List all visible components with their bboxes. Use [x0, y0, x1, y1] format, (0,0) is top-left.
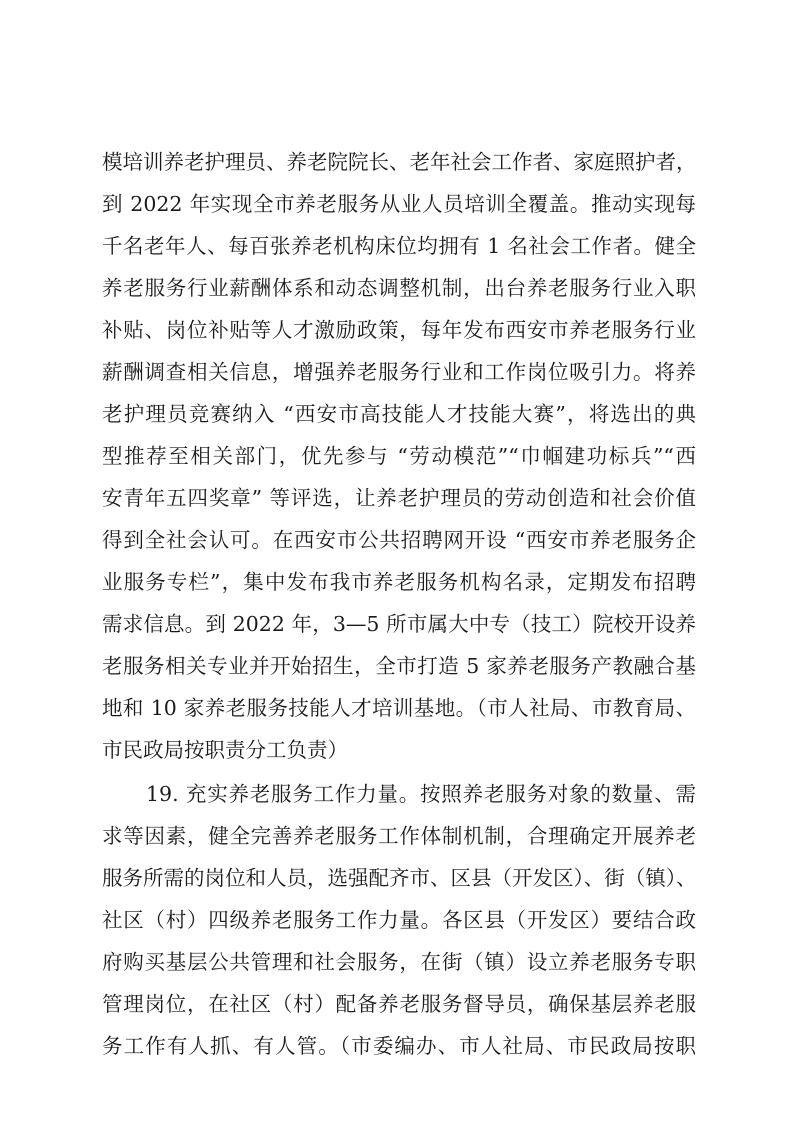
- body-text-line: 务工作有人抓、有人管。（市委编办、市人社局、市民政局按职: [102, 1034, 696, 1058]
- body-text-line: 得到全社会认可。在西安市公共招聘网开设 “西安市养老服务企: [102, 528, 696, 552]
- body-text-line: 模培训养老护理员、养老院院长、老年社会工作者、家庭照护者，: [102, 150, 697, 174]
- body-text-line: 市民政局按职责分工负责）: [102, 738, 348, 762]
- body-text-line: 府购买基层公共管理和社会服务，在街（镇）设立养老服务专职: [102, 950, 696, 974]
- body-text-line: 养老服务行业薪酬体系和动态调整机制，出台养老服务行业入职: [102, 276, 696, 300]
- body-text-line: 型推荐至相关部门，优先参与 “劳动模范”“巾帼建功标兵”“西: [102, 444, 696, 468]
- body-text-line: 地和 10 家养老服务技能人才培训基地。（市人社局、市教育局、: [102, 696, 696, 720]
- section-19-heading-line: 19. 充实养老服务工作力量。按照养老服务对象的数量、需: [146, 782, 696, 806]
- body-text-line: 补贴、岗位补贴等人才激励政策，每年发布西安市养老服务行业: [102, 318, 696, 342]
- body-text-line: 管理岗位，在社区（村）配备养老服务督导员，确保基层养老服: [102, 992, 696, 1016]
- body-text-line: 安青年五四奖章” 等评选，让养老护理员的劳动创造和社会价值: [102, 486, 696, 510]
- body-text-line: 老服务相关专业并开始招生，全市打造 5 家养老服务产教融合基: [102, 654, 696, 678]
- body-text-line: 社区（村）四级养老服务工作力量。各区县（开发区）要结合政: [102, 908, 696, 932]
- body-text-line: 到 2022 年实现全市养老服务从业人员培训全覆盖。推动实现每: [102, 192, 696, 216]
- body-text-line: 需求信息。到 2022 年，3—5 所市属大中专（技工）院校开设养: [102, 612, 696, 636]
- body-text-line: 千名老年人、每百张养老机构床位均拥有 1 名社会工作者。健全: [102, 234, 696, 258]
- body-text-line: 老护理员竞赛纳入 “西安市高技能人才技能大赛”，将选出的典: [102, 402, 696, 426]
- body-text-line: 服务所需的岗位和人员，选强配齐市、区县（开发区）、街（镇）、: [102, 866, 697, 890]
- body-text-line: 业服务专栏”，集中发布我市养老服务机构名录，定期发布招聘: [102, 570, 696, 594]
- body-text-line: 求等因素，健全完善养老服务工作体制机制，合理确定开展养老: [102, 824, 696, 848]
- body-text-line: 薪酬调查相关信息，增强养老服务行业和工作岗位吸引力。将养: [102, 360, 696, 384]
